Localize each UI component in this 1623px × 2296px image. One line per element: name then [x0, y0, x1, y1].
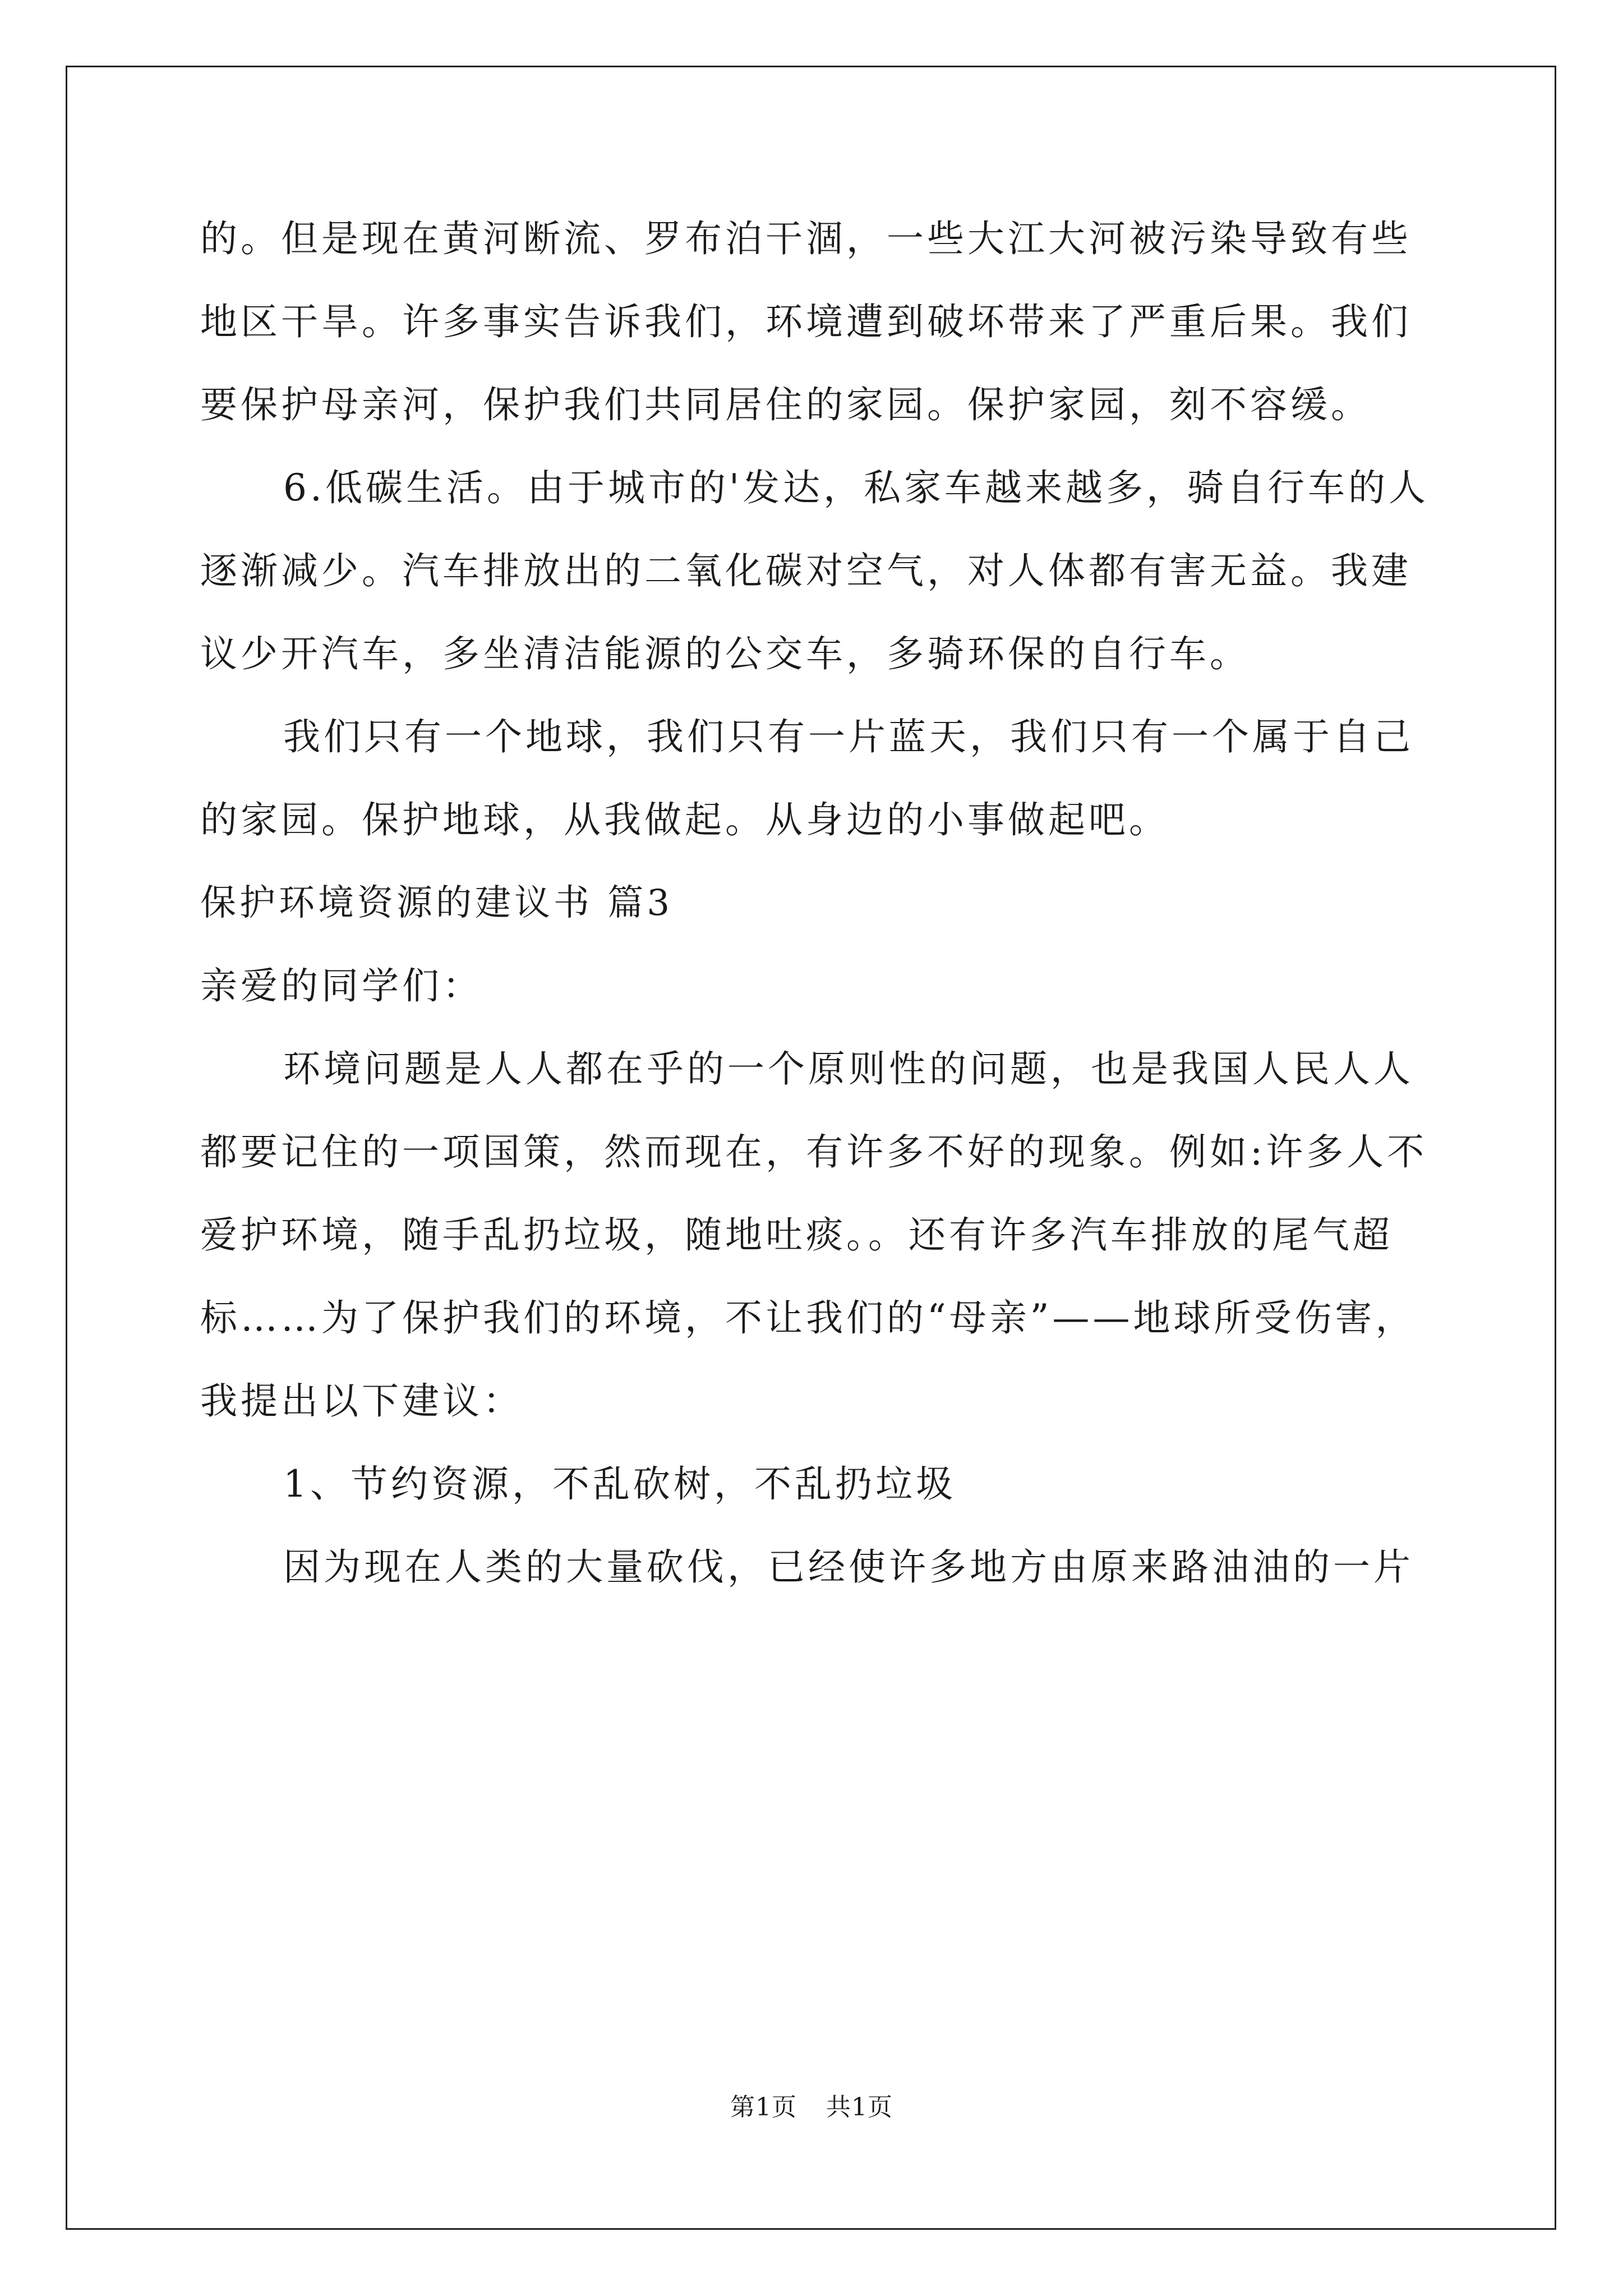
text-line: 都要记住的一项国策，然而现在，有许多不好的现象。例如:许多人不	[200, 1130, 1428, 1174]
text-line: 的。但是现在黄河断流、罗布泊干涸，一些大江大河被污染导致有些	[200, 217, 1412, 260]
page-total: 共1页	[826, 2093, 893, 2122]
text-line: 议少开汽车，多坐清洁能源的公交车，多骑环保的自行车。	[200, 632, 1250, 675]
text-line: 的家园。保护地球，从我做起。从身边的小事做起吧。	[200, 798, 1169, 841]
text-line: 6.低碳生活。由于城市的'发达，私家车越来越多，骑自行车的人	[283, 466, 1430, 509]
text-line: 我提出以下建议：	[200, 1379, 523, 1423]
page-footer	[0, 2087, 1623, 2123]
text-line: 因为现在人类的大量砍伐，已经使许多地方由原来路油油的一片	[283, 1545, 1414, 1589]
section-heading: 保护环境资源的建议书 篇3	[200, 882, 674, 924]
text-line: 要保护母亲河，保护我们共同居住的家园。保护家园，刻不容缓。	[200, 383, 1371, 426]
page-number: 第1页	[730, 2093, 797, 2122]
text-line: 爱护环境，随手乱扔垃圾，随地吐痰。。还有许多汽车排放的尾气超	[200, 1213, 1393, 1257]
text-line: 地区干旱。许多事实告诉我们，环境遭到破坏带来了严重后果。我们	[200, 300, 1412, 343]
text-line: 逐渐减少。汽车排放出的二氧化碳对空气，对人体都有害无益。我建	[200, 549, 1412, 592]
text-line: 我们只有一个地球，我们只有一片蓝天，我们只有一个属于自己	[283, 715, 1414, 758]
document-body	[200, 197, 1430, 1609]
text-line: 环境问题是人人都在乎的一个原则性的问题，也是我国人民人人	[283, 1047, 1414, 1091]
text-line: 标……为了保护我们的环境，不让我们的“母亲”——地球所受伤害，	[200, 1296, 1416, 1340]
salutation: 亲爱的同学们：	[200, 964, 483, 1007]
list-item: 1、节约资源，不乱砍树，不乱扔垃圾	[283, 1462, 956, 1506]
